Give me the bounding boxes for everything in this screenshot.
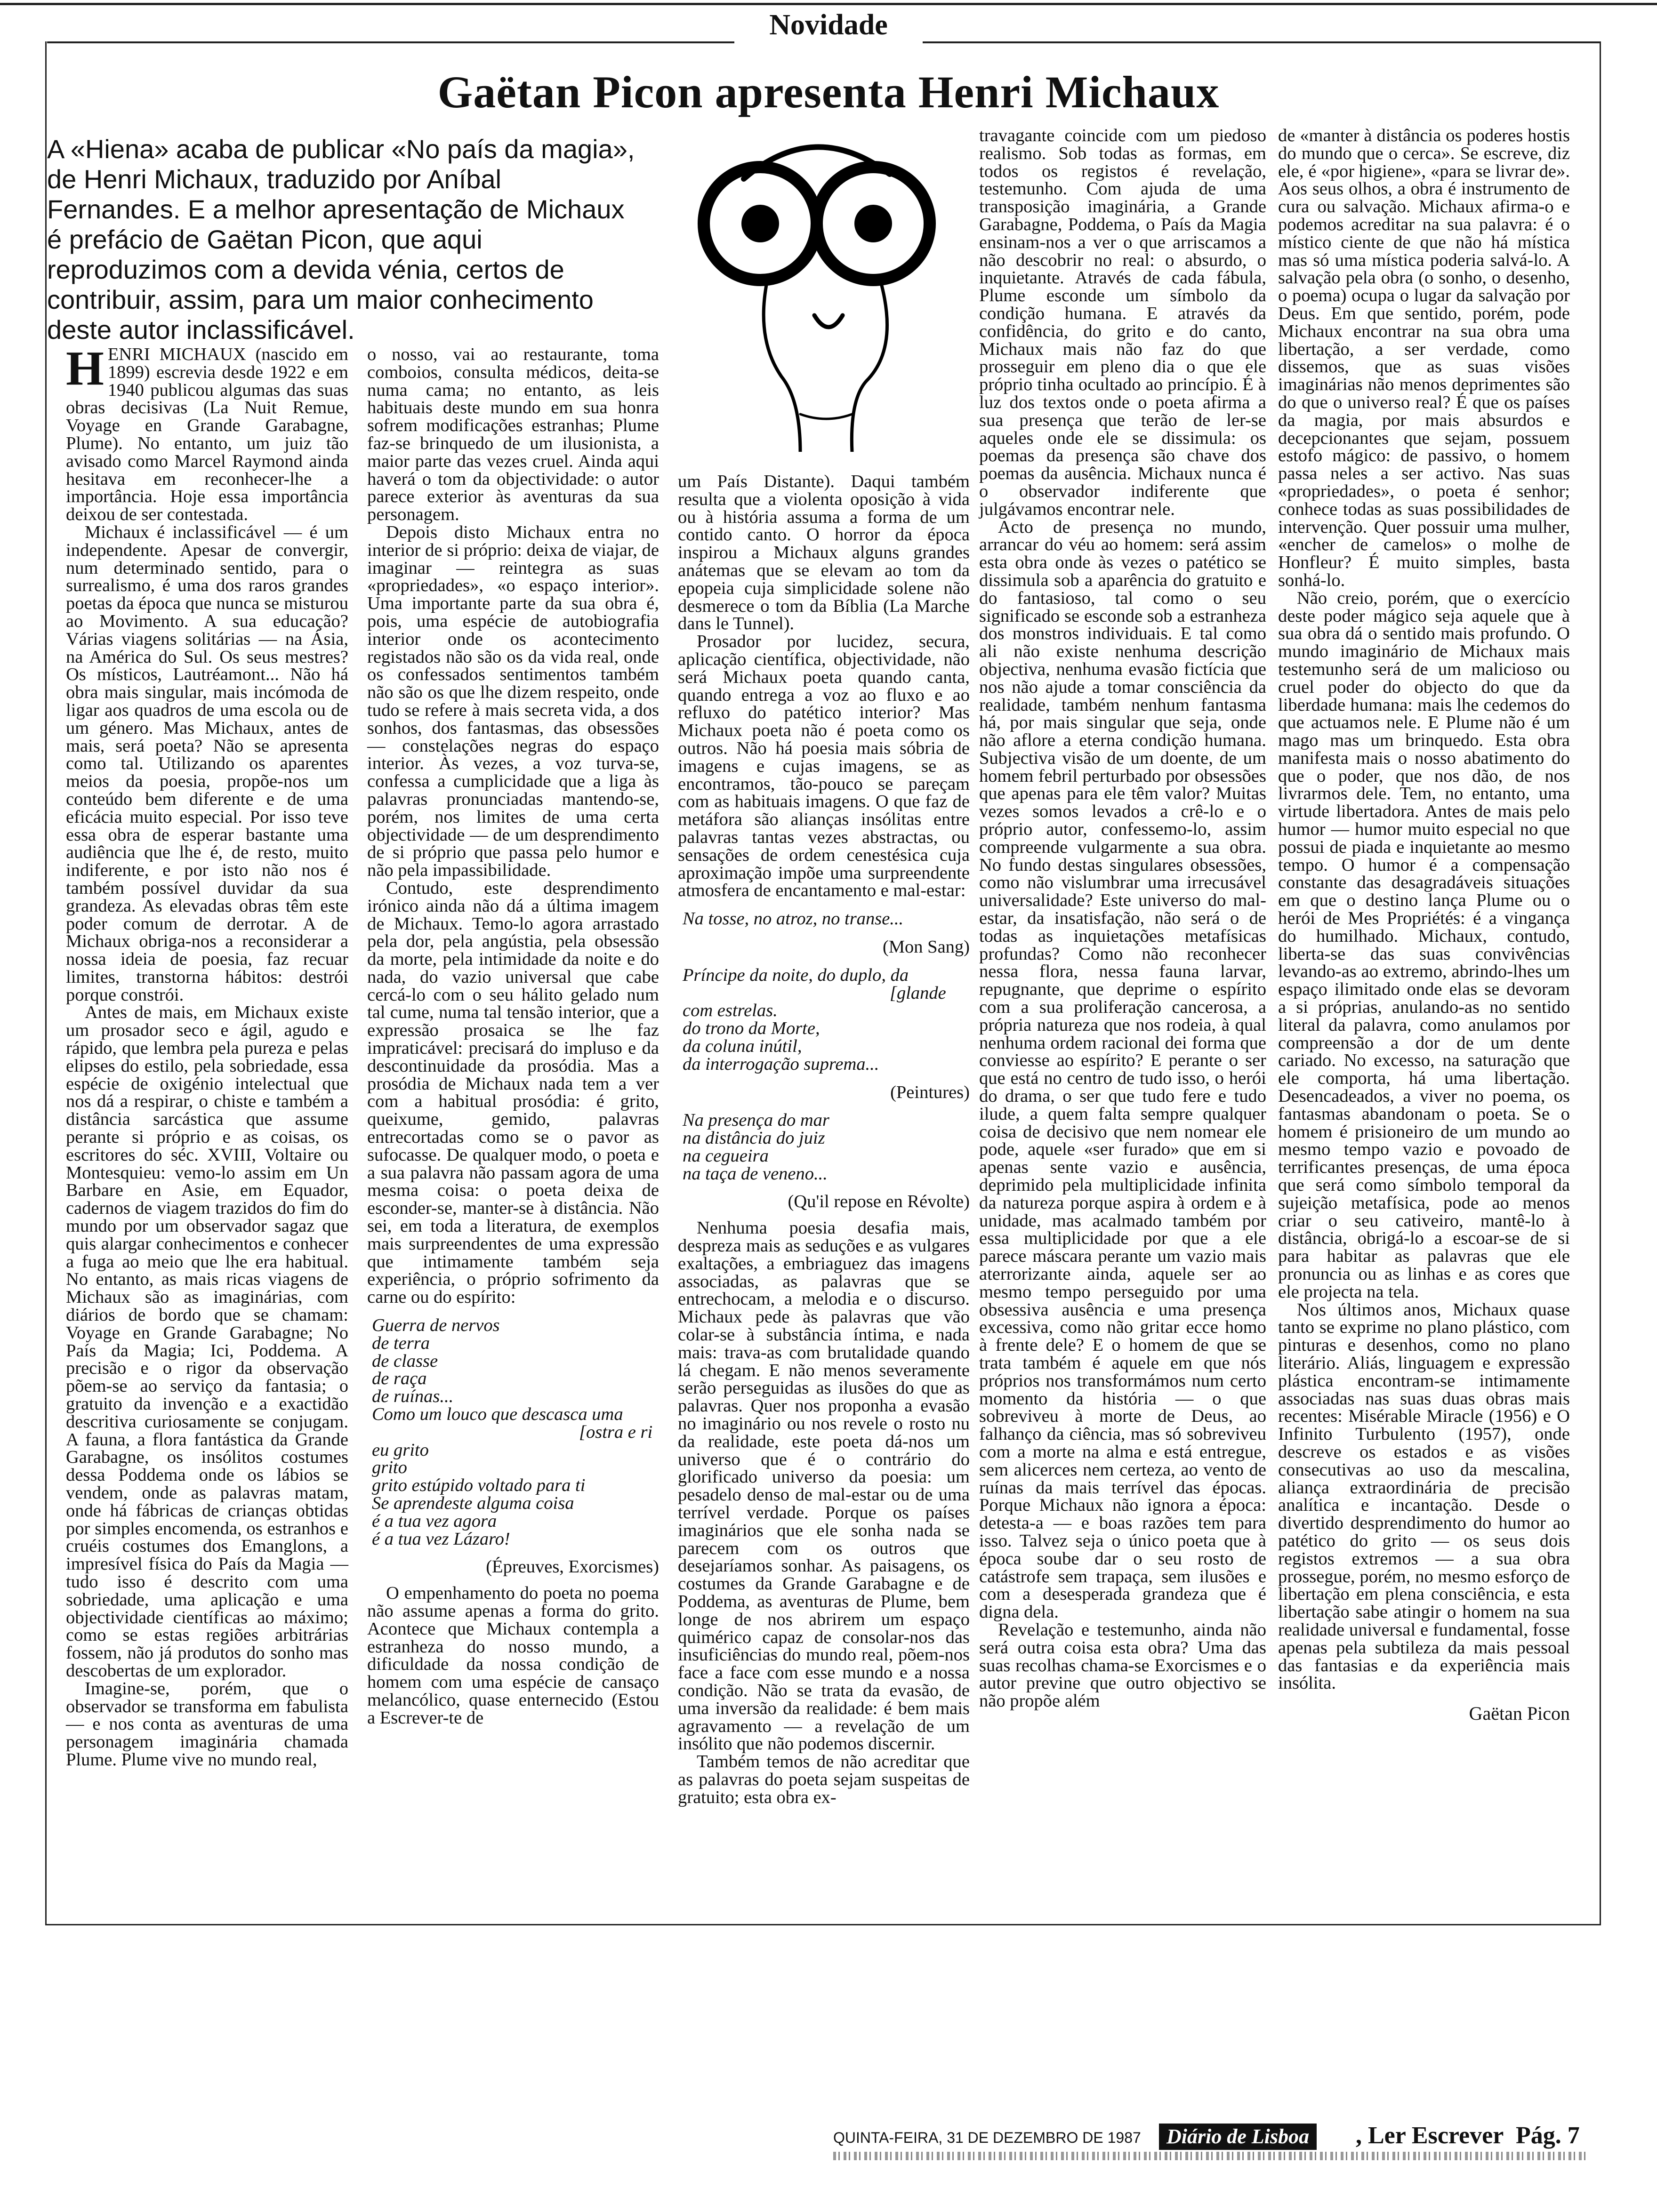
poem-line: Na presença do mar	[683, 1110, 829, 1130]
poem-source: (Mon Sang)	[883, 937, 970, 957]
poem-line: de ruínas...	[372, 1387, 454, 1407]
poem-line: grito	[372, 1458, 407, 1478]
poem-line: da interrogação suprema...	[683, 1054, 879, 1074]
page-number: Pág. 7	[1516, 2122, 1580, 2149]
paragraph: Nos últimos anos, Michaux quase tanto se exprime no plano plástico, com pinturas e desenhos, como no plano literário. Aliás, linguagem e expressão plástica encontram-se intimamente associadas nas suas duas obras mais recentes: Misérable Miracle (1956) e O Infinito Turbulento (1957), onde descreve os estados e as visões consecutivas ao uso da mescalina, aliança extraordinária de precisão analítica e incantação. Desde o divertido desprendimento do humor ao patético do grito — os seus dois registos extremos — a sua obra prossegue, porém, no mesmo esforço de libertação em plena consciência, e esta libertação sabe atingir o homem na sua realidade universal e fundamental, fosse apenas pela subtileza da mais pessoal das fantasias e da experiência mais insólita.	[1278, 1299, 1570, 1693]
poem-line: na cegueira	[683, 1146, 769, 1166]
paragraph: de «manter à distância os poderes hostis do mundo que o cerca». Se escreve, diz ele, é «por higiene», «para se livrar de». Aos seus olhos, a obra é instrumento de cura ou salvação. Michaux afirma-o e podemos acreditar na sua palavra: é o místico ciente de que não há mística mas só uma mística poderia salvá-lo. A salvação pela obra (o sonho, o desenho, o poema) ocupa o lugar da salvação por Deus. Em que sentido, porém, pode Michaux encontrar na sua obra uma libertação, a ser verdade, como dissemos, que as suas visões imaginárias não menos deprimentes são do que o universo real? É que os países da magia, por mais absurdos e decepcionantes que sejam, possuem estofo mágico: de passivo, o homem passa neles a ser activo. Nas suas «propriedades», o poeta é senhor; conhece todas as suas possibilidades de intervenção. Quer possuir uma mulher, «encher de camelos» o molhe de Honfleur? É muito simples, basta sonhá-lo.	[1278, 126, 1570, 590]
frame-right	[1600, 41, 1601, 1925]
lead-paragraph: A «Hiena» acaba de publicar «No país da magia», de Henri Michaux, traduzido por Aníbal Fernandes. E a melhor apresentação de Michaux é prefácio de Gaëtan Picon, que aqui reproduzimos com a devida vénia, certos de contribuir, assim, para um maior conhecimento deste autor inclassificável.	[47, 134, 635, 345]
column-4	[979, 127, 1266, 1710]
poem-line: eu grito	[372, 1440, 429, 1460]
poem-source: (Peintures)	[890, 1082, 970, 1102]
poem-line: [ostra e ri	[579, 1422, 653, 1442]
poem-quote	[683, 1112, 970, 1183]
paragraph: Não creio, porém, que o exercício deste poder mágico seja aquele que à sua obra dá o sentido mais profundo. O mundo imaginário de Michaux mais testemunho será de um malicioso ou cruel poder do objecto do que da liberdade humana: mais lhe cedemos do que actuamos nele. E Plume não é um mago mas um brinquedo. Esta obra manifesta mais o nosso abatimento do que o poder, que nos dão, de nos livrarmos dele. Tem, no entanto, uma virtude libertadora. Antes de mais pelo humor — humor muito especial no que possui de piada e inquietante ao mesmo tempo. O humor é a compensação constante das desagradáveis situações em que o destino lança Plume ou o herói de Mes Propriétés: é a vingança do humilhado. Michaux, contudo, liberta-se das suas convivências levando-as ao extremo, abrindo-lhes um espaço ilimitado onde elas se devoram a si próprias, anulando-as no sentido literal da palavra, como anulamos por compreensão a dor de um dente cariado. No excesso, na saturação que ele comporta, há uma libertação. Desencadeados, a viver no poema, os fantasmas abandonam o poeta. Se o homem é prisioneiro de um mundo ao mesmo tempo vazio e povoado de terrificantes presenças, de uma época que será como símbolo temporal da sujeição metafísica, pode ao menos criar o seu cativeiro, mantê-lo à distância, obrigá-lo a escoar-se de si para habitar as palavras que ele pronuncia ou as linhas e as cores que ele projecta na tela.	[1278, 588, 1570, 1302]
section-name: , Ler Escrever	[1356, 2122, 1504, 2149]
frame-left	[45, 41, 47, 1925]
paragraph: Michaux é inclassificável — é um independente. Apesar de convergir, num determinado sentido, para o surrealismo, é uma dos raros grandes poetas da época que nunca se misturou ao Movimento. A sua educação? Várias viagens solitárias — na Ásia, na América do Sul. Os seus mestres? Os místicos, Lautréamont... Não há obra mais singular, mais incómoda de ligar aos quadros de uma escola ou de um género. Mas Michaux, antes de mais, será poeta? Não se apresenta como tal. Utilizando os aparentes meios da poesia, propõe-nos um conteúdo bem diferente e de uma eficácia muito especial. Por isso teve essa obra de esperar bastante uma audiência que lhe é, de resto, muito indiferente, e por isto não nos é também possível duvidar da sua grandeza. As elevadas obras têm este poder comum de derrotar. A de Michaux obriga-nos a reconsiderar a nossa ideia de poesia, faz recuar limites, transtorna hábitos: destrói porque constrói.	[66, 522, 348, 1005]
paragraph: O empenhamento do poeta no poema não assume apenas a forma do grito. Acontece que Michaux contempla a estranheza do nosso mundo, a dificuldade da nossa condição de homem com uma espécie de cansaço melancólico, quase enternecido (Estou a Escrever-te de	[367, 1583, 659, 1728]
drop-cap: H	[66, 341, 104, 395]
poem-source: (Épreuves, Exorcismes)	[486, 1557, 659, 1577]
paragraph: um País Distante). Daqui também resulta que a violenta oposição à vida ou à história assuma a forma de um contido canto. O horror da época inspirou a Michaux alguns grandes anátemas que se elevam ao tom da epopeia cuja simplicidade solene não desmerece o tom da Bíblia (La Marche dans le Tunnel).	[678, 472, 970, 634]
paragraph: travagante coincide com um piedoso realismo. Sob todas as formas, em todos os registos é revelação, testemunho. Com ajuda de uma transposição imaginária, a Grande Garabagne, Poddema, o País da Magia ensinam-nos a ver o que arriscamos a não descobrir no real: o absurdo, o inquietante. Através de cada fábula, Plume esconde um símbolo da condição humana. E através da confidência, do grito e do canto, Michaux mais não faz do que prosseguir em pleno dia o que ele próprio tinha ocultado ao princípio. É à luz dos textos onde o poeta afirma a sua presença que terão de ler-se aqueles onde ele se dissimula: os poemas da presença são chave dos poemas da ausência. Michaux nunca é o observador indiferente que julgávamos encontrar nele.	[979, 126, 1266, 519]
newspaper-logo: Diário de Lisboa	[1159, 2124, 1317, 2150]
author-signature: Gaëtan Picon	[1469, 1703, 1570, 1724]
poem-line: de classe	[372, 1351, 438, 1371]
section-kicker: Novidade	[769, 9, 888, 41]
paragraph: Antes de mais, em Michaux existe um prosador seco e ágil, agudo e rápido, que lembra pela pureza e pelas elipses do estilo, pela sobriedade, essa espécie de oxigénio intelectual que nos dá a respirar, o chiste e também a distância sarcástica que assume perante si próprio e as coisas, os escritores do séc. XVIII, Voltaire ou Montesquieu: vemo-lo assim em Un Barbare en Asie, em Equador, cadernos de viagem trazidos do fim do mundo por um observador sagaz que quis alargar conhecimentos e conhecer a fuga ao meio que lhe era habitual. No entanto, as mais ricas viagens de Michaux são as imaginárias, com diários de bordo que se chamam: Voyage en Grande Garabagne; No País da Magia; Ici, Poddema. A precisão e o rigor da observação põem-se ao serviço da fantasia; o gratuito da invenção e a exactidão descritiva curiosamente se conjugam. A fauna, a flora fantástica da Grande Garabagne, os insólitos costumes dessa Poddema onde os lábios se vendem, onde as palavras matam, onde há fábricas de crianças obtidas por simples encomenda, os estranhos e cruéis costumes dos Emanglons, a impresível física do País da Magia — tudo isso é descrito com uma sobriedade, uma aplicação e uma objectividade científicas ao máximo; como se estas regiões arbitrárias fossem, não já produtos do sonho mas descobertas de um explorador.	[66, 1002, 348, 1681]
frame-bottom	[45, 1924, 1601, 1925]
kicker-rule-right	[923, 41, 1601, 43]
paragraph: Imagine-se, porém, que o observador se transforma em fabulista — e nos conta as aventuras de uma personagem imaginária chamada Plume. Plume vive no mundo real,	[66, 1678, 348, 1770]
top-rule	[0, 3, 1657, 5]
paragraph: Prosador por lucidez, secura, aplicação científica, objectividade, não será Michaux poeta quando canta, quando entrega a voz ao fluxo e ao refluxo do patético interior? Mas Michaux poeta não é poeta como os outros. Não há poesia mais sóbria de imagens e cujas imagens, se as encontramos, tão-pouco se pareçam com as habituais imagens. O que faz de metáfora são alianças insólitas entre palavras tantas vezes abstractas, ou sensações de ordem cenestésica cuja aproximação impõe uma surpreendente atmosfera de encantamento e mal-estar:	[678, 632, 970, 901]
paragraph: Também temos de não acreditar que as palavras do poeta sejam suspeitas de gratuito; esta obra ex-	[678, 1752, 970, 1807]
michaux-cartoon-illustration	[659, 113, 970, 452]
poem-quote	[683, 967, 970, 1074]
poem-line: grito estúpido voltado para ti	[372, 1475, 586, 1496]
paragraph: o nosso, vai ao restaurante, toma comboios, consulta médicos, deita-se numa cama; no entanto, as leis habituais deste mundo em sua honra sofrem modificações estranhas; Plume faz-se brinquedo de um ilusionista, a maior parte das vezes cruel. Ainda aqui haverá o tom da objectividade: o autor parece exterior às aventuras da sua personagem.	[367, 345, 659, 525]
poem-line: na distância do juiz	[683, 1128, 825, 1148]
poem-line: do trono da Morte,	[683, 1018, 820, 1039]
poem-line: com estrelas.	[683, 1001, 778, 1021]
poem-quote	[372, 1317, 659, 1548]
column-5	[1278, 127, 1570, 1723]
column-3	[678, 473, 970, 1807]
column-2	[367, 346, 659, 1727]
column-1	[66, 341, 348, 1770]
paragraph: Nenhuma poesia desafia mais, despreza mais as seduções e as vulgares exaltações, a embriaguez das imagens associadas, as palavras que se entrechocam, a melodia e o discurso. Michaux pede às palavras que vão colar-se à substância íntima, e nada mais: trava-as com brutalidade quando lá chegam. E não menos severamente serão perseguidas as ilusões do que as palavras. Quer nos proponha a evasão no imaginário ou nos revele o rosto nu da realidade, este poeta dá-nos um universo que é o contrário do glorificado universo da poesia: um pesadelo denso de mal-estar ou de uma terrível verdade. Porque os países imaginários que ele sonha nada se parecem com os outros que desejaríamos sonhar. As paisagens, os costumes da Grande Garabagne e de Poddema, as aventuras de Plume, bem longe de nos abrirem um espaço quimérico capaz de consolar-nos das insuficiências do mundo real, põem-nos face a face com esse mundo e a nossa condição. Não se trata da evasão, de uma inversão da realidade: é bem mais agravamento — a revelação de um insólito que não podemos discernir.	[678, 1218, 970, 1754]
poem-line: da coluna inútil,	[683, 1036, 802, 1056]
headline: Gaëtan Picon apresenta Henri Michaux	[437, 67, 1220, 117]
poem-line: [glande	[890, 983, 946, 1003]
paragraph: Revelação e testemunho, ainda não será outra coisa esta obra? Uma das suas recolhas chama-se Exorcismes e o autor previne que outro objectivo se não propõe além	[979, 1619, 1266, 1711]
poem-line: de terra	[372, 1333, 430, 1353]
poem-line: Na tosse, no atroz, no transe...	[683, 909, 904, 929]
paragraph: ENRI MICHAUX (nascido em 1899) escrevia desde 1922 e em 1940 publicou algumas das suas obras decisivas (La Nuit Remue, Voyage en Grande Garabagne, Plume). No entanto, um juiz tão avisado como Marcel Raymond ainda hesitava em reconhecer-lhe a importância. Hoje essa importância deixou de ser contestada.	[66, 345, 348, 525]
issue-date: QUINTA-FEIRA, 31 DE DEZEMBRO DE 1987	[833, 2129, 1141, 2146]
poem-line: Príncipe da noite, do duplo, da	[683, 965, 909, 985]
kicker-rule-left	[47, 41, 734, 43]
paragraph: Acto de presença no mundo, arrancar do véu ao homem: será assim esta obra onde às vezes o patético se dissimula sob a aparência do gratuito e do fantasioso, tal como o seu significado se esconde sob a estranheza dos monstros individuais. E tal como ali não existe nenhuma descrição objectiva, nenhuma evasão fictícia que nos não ajude a tomar consciência da realidade, também nenhum fantasma há, por mais singular que seja, onde não aflore a eterna condição humana. Subjectiva visão de um doente, de um homem febril perturbado por obsessões que apenas para ele têm valor? Muitas vezes somos levados a crê-lo e o próprio autor, confessemo-lo, assim compreende vulgarmente a sua obra. No fundo destas singulares obsessões, como não vislumbrar uma irrecusável universalidade? Este universo do mal-estar, da insatisfação, não será o de todas as inquietações metafísicas profundas? Como não reconhecer nessa flora, nessa fauna larvar, repugnante, que deprime o espírito com a sua proliferação cancerosa, a própria natureza que nos rodeia, à qual nenhuma ordem racional dei forma que conviesse ao espírito? E perante o ser que está no centro de tudo isso, o herói do drama, o ser que tudo fere e tudo ilude, a quem falta sempre qualquer coisa de decisivo que nem nomear ele pode, aquele «ser furado» que em si apenas sente vazio e ausência, deprimido pela multiplicidade infinita da natureza porque aspira à ordem e à unidade, mas acalmado também por essa multiplicidade por que a ele parece máscara perante um vazio mais aterrorizante ainda, aquele ser ao mesmo tempo perseguido por uma obsessiva ausência e uma presença excessiva, como não gritar ecce homo à frente dele? E o homem de que se trata também é aquele em que nós próprios nos transformámos num certo momento da história — o que sobreviveu à morte de Deus, ao falhanço da ciência, mas só sobreviveu com a morte na alma e está entregue, sem alicerces nem certeza, ao vento de ruínas da mais terrível das épocas. Porque Michaux não ignora a época: detesta-a — e boas razões tem para isso. Talvez seja o único poeta que à época soube dar o seu rosto de catástrofe sem trapaça, sem ilusões e com a desesperada grandeza que é digna dela.	[979, 517, 1266, 1622]
poem-line: Se aprendeste alguma coisa	[372, 1493, 574, 1513]
poem-line: é a tua vez agora	[372, 1511, 497, 1531]
poem-line: de raça	[372, 1369, 427, 1389]
poem-line: Guerra de nervos	[372, 1315, 500, 1336]
poem-line: Como um louco que descasca uma	[372, 1404, 623, 1425]
paragraph: Contudo, este desprendimento irónico ainda não dá a última imagem de Michaux. Temo-lo agora arrastado pela dor, pela angústia, pela obsessão da morte, pela intimidade da noite e do nada, do vazio universal que cabe cercá-lo com o seu hálito gelado num tal cume, numa tal tensão interior, que a expressão prosaica se lhe faz impraticável: precisará do impluso e da descontinuidade da prosódia. Mas a prosódia de Michaux nada tem a ver com a habitual prosódia: é grito, queixume, gemido, palavras entrecortadas como se o pavor as sufocasse. De qualquer modo, o poeta e a sua palavra não passam agora de uma mesma coisa: o poeta deixa de esconder-se, manter-se à distância. Não sei, em toda a literatura, de exemplos mais surpreendentes de uma expressão que intimamente também seja experiência, o próprio sofrimento da carne ou do espírito:	[367, 878, 659, 1307]
print-noise-strip	[833, 2152, 1586, 2160]
poem-line: na taça de veneno...	[683, 1163, 828, 1184]
poem-line: é a tua vez Lázaro!	[372, 1529, 510, 1549]
poem-source: (Qu'il repose en Révolte)	[788, 1192, 970, 1212]
poem-quote	[683, 910, 970, 928]
paragraph: Depois disto Michaux entra no interior de si próprio: deixa de viajar, de imaginar — reintegra as suas «propriedades», «o espaço interior». Uma importante parte da sua obra é, pois, uma espécie de autobiografia interior onde os acontecimento registados não são os da vida real, onde os confessados sentimentos também não são os que lhe dizem respeito, onde tudo se refere à mais secreta vida, a dos sonhos, dos fantasmas, das obsessões — constelações negras do espaço interior. Às vezes, a voz turva-se, confessa a cumplicidade que a liga às palavras pronunciadas mantendo-se, porém, nos limites de uma certa objectividade — de um desprendimento de si próprio que passa pelo humor e não pela impassibilidade.	[367, 522, 659, 881]
